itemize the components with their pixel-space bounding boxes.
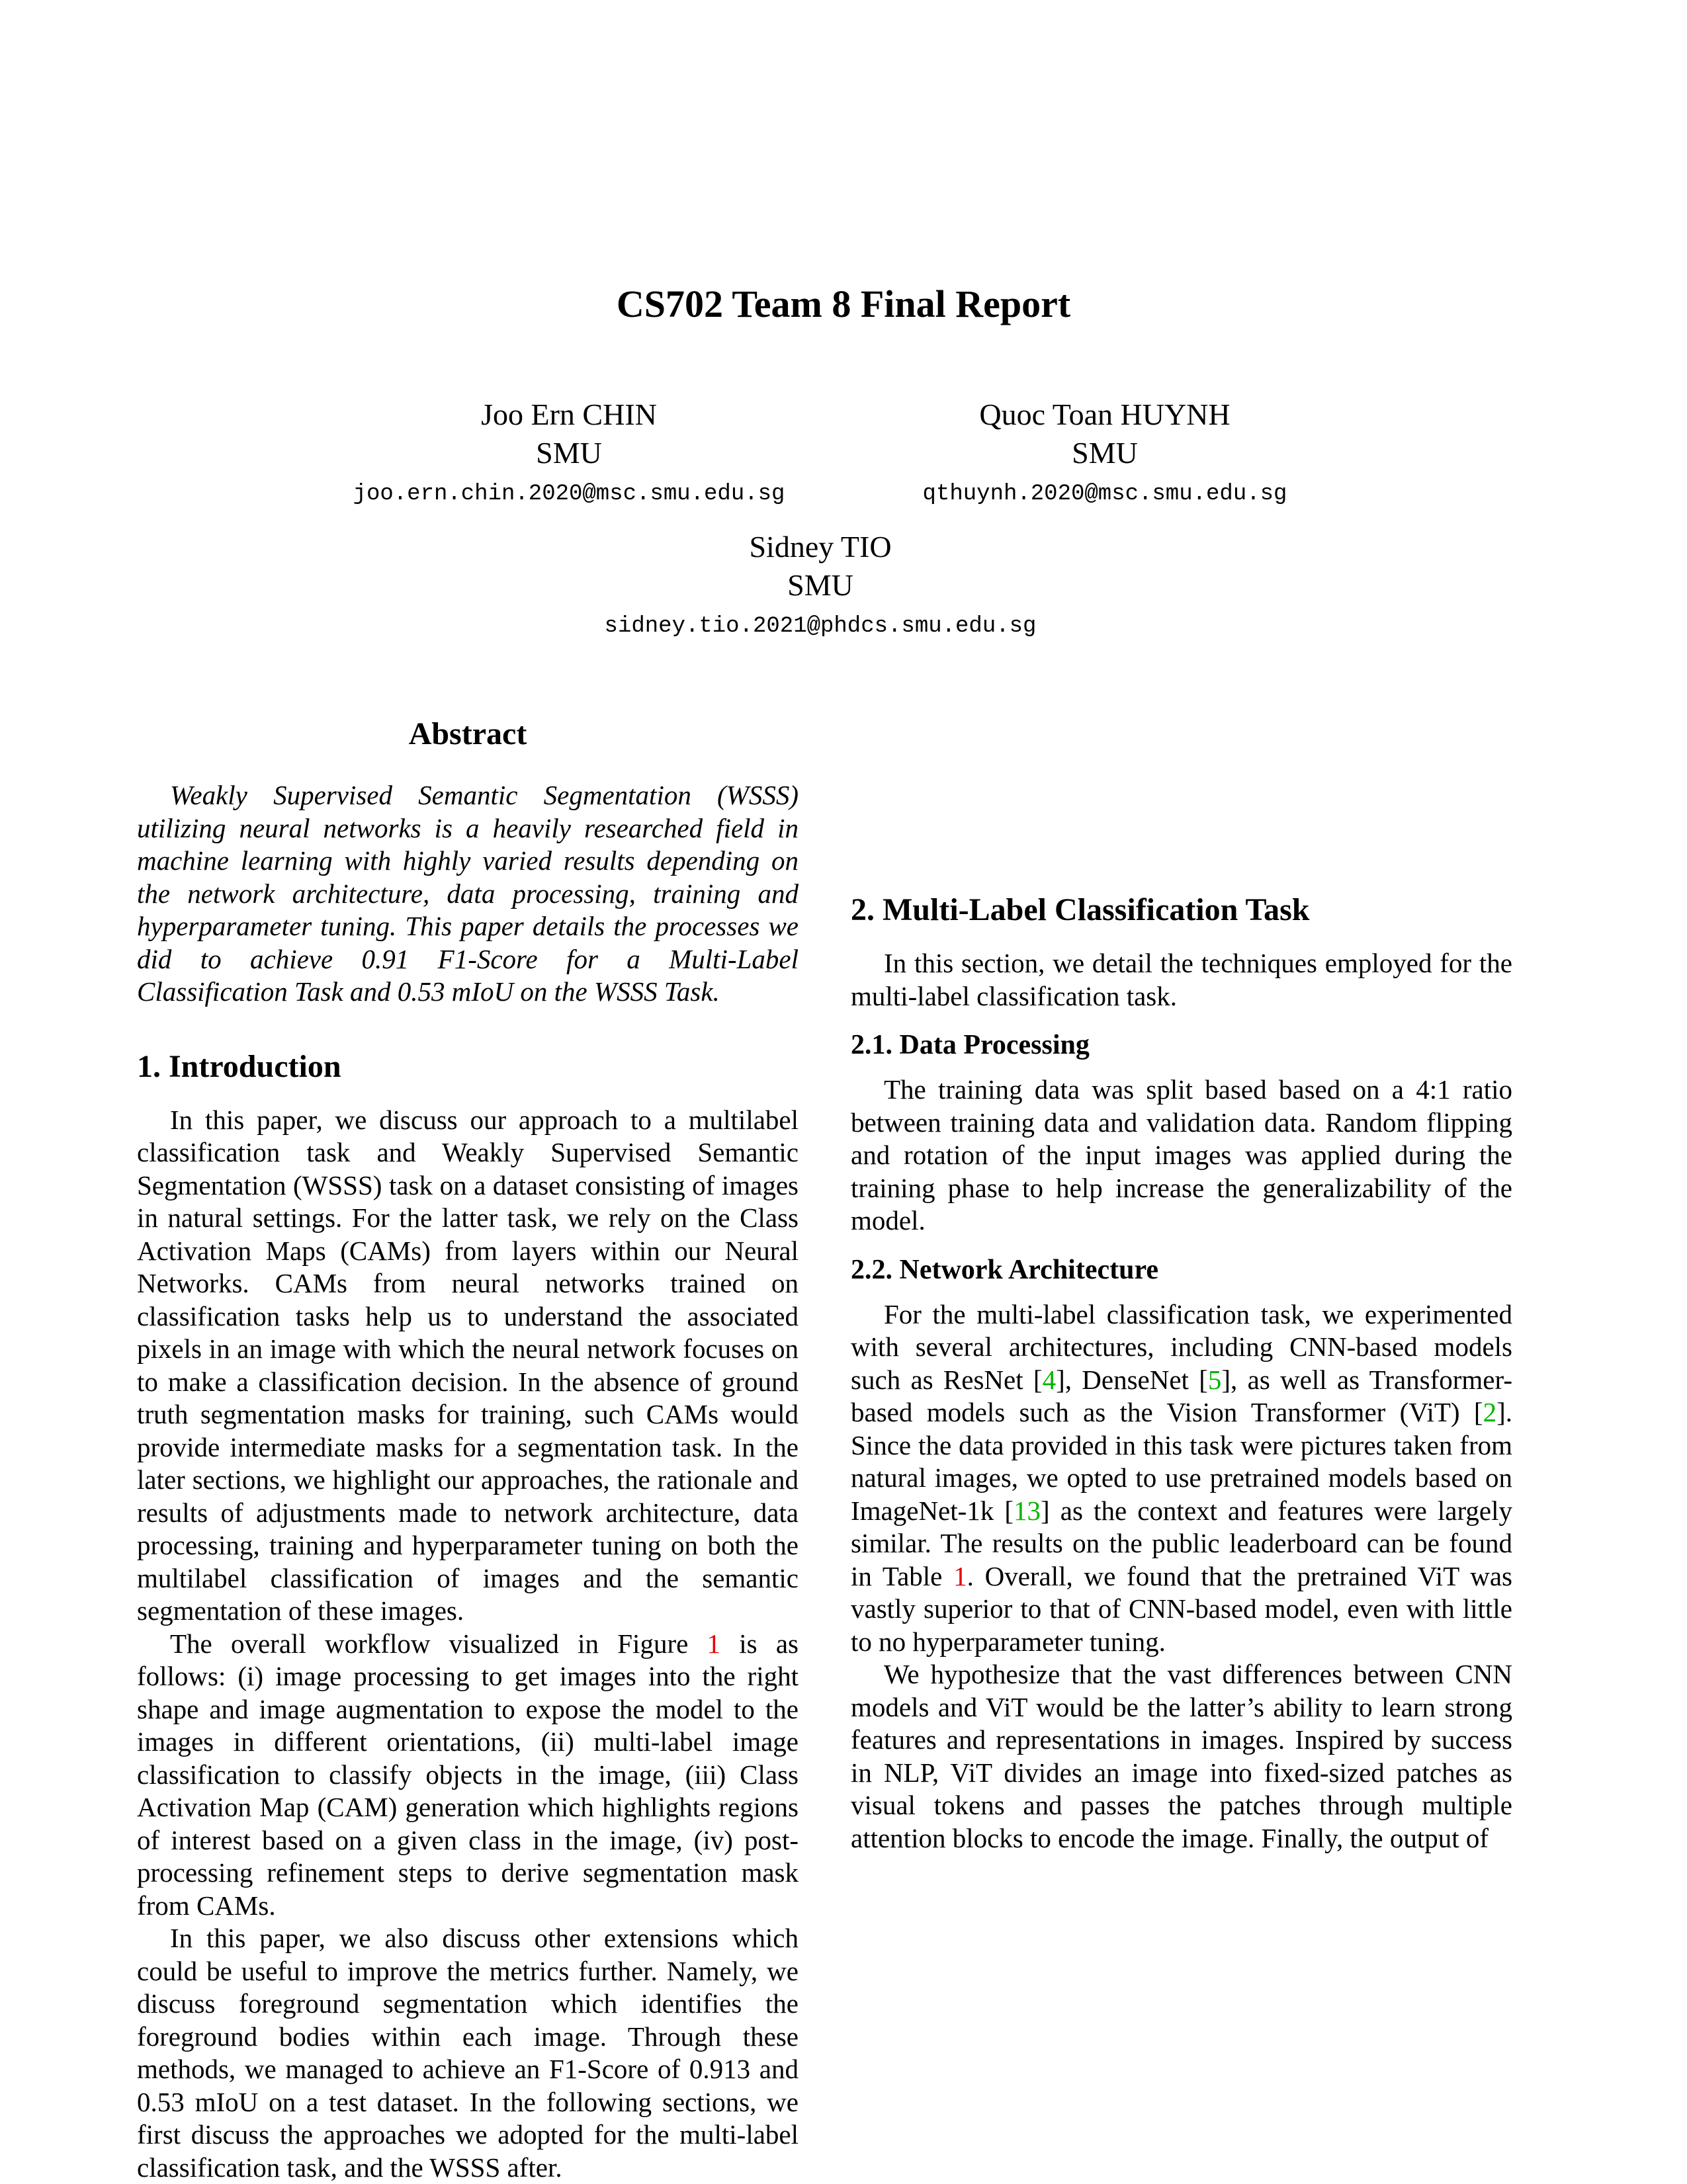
author-name: Joo Ern CHIN <box>481 398 657 431</box>
figure-ref-link[interactable]: 1 <box>707 1628 721 1659</box>
author-email: sidney.tio.2021@phdcs.smu.edu.sg <box>604 614 1037 639</box>
network-architecture-paragraph-2: We hypothesize that the vast differences between CNN models and ViT would be the latter’s ability to learn strong features and representations in images. Inspired by success in NLP, ViT divides an image into fixed-sized patches as visual tokens and passes the patches through multiple attention blocks to encode the image. Finally, the output of <box>851 1659 1512 1853</box>
citation-link-imagenet[interactable]: 13 <box>1014 1495 1041 1526</box>
section-heading-multilabel: 2. Multi-Label Classification Task <box>851 892 1310 927</box>
section-heading-introduction: 1. Introduction <box>137 1048 341 1084</box>
intro-paragraph-3: In this paper, we also discuss other extensions which could be useful to improve the metrics further. Namely, we discuss foreground segmentation which identifies the foreground bodies within each image. Through these methods, we managed to achieve an F1-Score of 0.913 and 0.53 mIoU on a test dataset. In the following sections, we first discuss the approaches we adopted for the multi-label classification task, and the WSSS after. <box>137 1923 799 2183</box>
author-block-3 <box>569 528 1072 646</box>
author-email: joo.ern.chin.2020@msc.smu.edu.sg <box>353 482 785 507</box>
section2-paragraph: In this section, we detail the techniques employed for the multi-label classification task. <box>851 948 1512 1011</box>
intro-paragraph-2 <box>137 1628 799 1923</box>
author-block-1 <box>318 396 820 513</box>
author-name: Sidney TIO <box>749 530 892 564</box>
intro-paragraph-1: In this paper, we discuss our approach to a multilabel classification task and Weakly Supervised Semantic Segmentation (WSSS) task on a dataset consisting of images in natural settings. For the latter task, we rely on the Class Activation Maps (CAMs) from layers within our Neural Networks. CAMs from neural networks trained on classification tasks help us to understand the associated pixels in an image with which the neural network focuses on to make a classification decision. In the absence of ground truth segmentation masks for training, such CAMs would provide intermediate masks for a segmentation task. In the later sections, we highlight our approaches, the rationale and results of adjustments made to network architecture, data processing, training and hyperparameter tuning on both the multilabel classification of images and the semantic segmentation of these images. <box>137 1104 799 1626</box>
paper-title: CS702 Team 8 Final Report <box>616 282 1071 325</box>
text-run: . Overall, we found that the pretrained ViT was vastly superior to that of CNN-based model, even with little to no hyperparameter tuning. <box>851 1560 1512 1657</box>
abstract-heading: Abstract <box>408 716 527 751</box>
text-run: ], as well as Transformer-based models such as the Vision Transformer (ViT) [ <box>851 1364 1512 1427</box>
author-affiliation: SMU <box>536 436 602 470</box>
author-email: qthuynh.2020@msc.smu.edu.sg <box>922 482 1287 507</box>
text-run: The overall workflow visualized in Figure <box>170 1628 707 1659</box>
citation-link-densenet[interactable]: 5 <box>1207 1364 1222 1395</box>
author-affiliation: SMU <box>787 568 853 602</box>
citation-link-vit[interactable]: 2 <box>1483 1397 1497 1427</box>
subsection-heading-network-architecture: 2.2. Network Architecture <box>851 1254 1158 1285</box>
author-affiliation: SMU <box>1072 436 1138 470</box>
subsection-heading-data-processing: 2.1. Data Processing <box>851 1030 1090 1060</box>
data-processing-paragraph: The training data was split based based on a 4:1 ratio between training data and validation data. Random flipping and rotation of the input images was applied during the training phase to help increase the generalizability of the model. <box>851 1074 1512 1236</box>
citation-link-resnet[interactable]: 4 <box>1042 1364 1057 1395</box>
network-architecture-paragraph-1 <box>851 1298 1512 1659</box>
table-ref-link[interactable]: 1 <box>953 1560 967 1591</box>
text-run: ], DenseNet [ <box>1056 1364 1208 1395</box>
text-run: ] as the context and features were largely similar. The results on the public leaderboard can be found in Table <box>851 1495 1512 1591</box>
right-column <box>851 714 1512 1855</box>
text-run: For the multi-label classification task, we experimented with several architectures, including CNN-based models such as ResNet [ <box>851 1298 1512 1395</box>
text-run: ]. Since the data provided in this task were pictures taken from natural images, we opted to use pretrained models based on ImageNet-1k [ <box>851 1397 1512 1526</box>
author-block-2 <box>853 396 1356 513</box>
left-column <box>137 714 799 2184</box>
author-name: Quoc Toan HUYNH <box>979 398 1231 431</box>
text-run: is as follows: (i) image processing to get images into the right shape and image augmentation to expose the model to the images in different orientations, (ii) multi-label image classification to classify objects in the image, (iii) Class Activation Map (CAM) generation which highlights regions of interest based on a given class in the image, (iv) post-processing refinement steps to derive segmentation mask from CAMs. <box>137 1628 799 1921</box>
abstract-text: Weakly Supervised Semantic Segmentation (WSSS) utilizing neural networks is a heavily researched field in machine learning with highly varied results depending on the network architecture, data processing, training and hyperparameter tuning. This paper details the processes we did to achieve 0.91 F1-Score for a Multi-Label Classification Task and 0.53 mIoU on the WSSS Task. <box>137 780 799 1007</box>
